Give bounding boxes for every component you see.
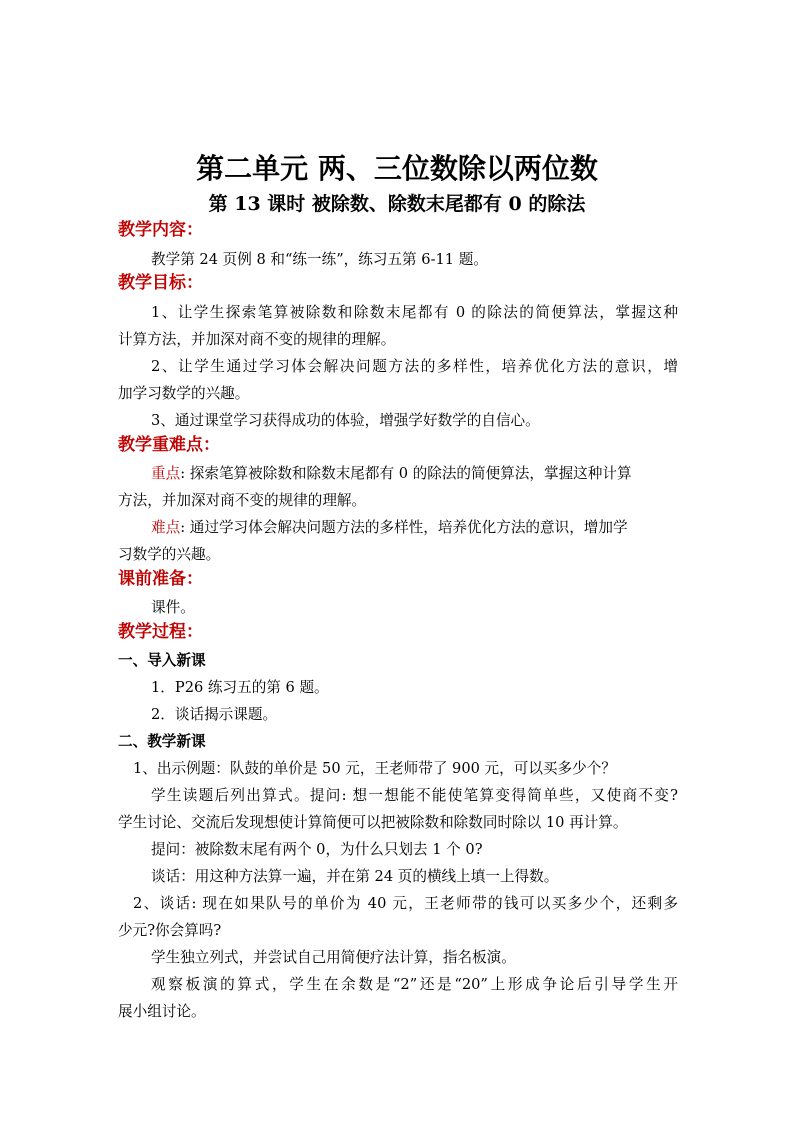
goal-1-line-1: 1、让学生探索笔算被除数和除数末尾都有 0 的除法的简便算法，掌握这种: [151, 304, 678, 321]
section-heading-process: 教学过程：: [118, 622, 203, 642]
goal-1-line-2: 计算方法，并加深对商不变的规律的理解。: [118, 331, 396, 348]
content-text: 教学第 24 页例 8 和“练一练”，练习五第 6-11 题。: [151, 251, 488, 268]
section-heading-keypoints: 教学重难点：: [118, 435, 220, 455]
part-2-para-6: 学生独立列式，并尝试自己用简便疗法计算，指名板演。: [151, 949, 516, 966]
difficulty-label: 难点: [151, 519, 181, 536]
part-2-question: 提问：被除数末尾有两个 0，为什么只划去 1 个 0?: [151, 841, 483, 858]
goal-2-line-2: 加学习数学的兴趣。: [118, 385, 250, 402]
key-point-line-2: 方法，并加深对商不变的规律的理解。: [118, 492, 367, 509]
difficulty-line-1: [151, 518, 678, 538]
goal-2-line-1: 2、让学生通过学习体会解决问题方法的多样性，培养优化方法的意识，增: [151, 358, 678, 375]
part-2-para-5-line-2: 少元?你会算吗?: [118, 922, 222, 939]
part-1-item-1: 1．P26 练习五的第 6 题。: [151, 679, 329, 696]
lesson-subtitle: 第 13 课时 被除数、除数末尾都有 0 的除法: [208, 193, 586, 215]
prep-text: 课件。: [151, 599, 195, 616]
part-1-item-2: 2．谈话揭示课题。: [151, 706, 278, 723]
part-2-example: 1、出示例题：队鼓的单价是 50 元，王老师带了 900 元，可以买多少个？: [133, 760, 616, 777]
part-2-para-2-line-1: 学生读题后列出算式。提问: 想一想能不能使笔算变得简单些，又使商不变?: [151, 787, 678, 804]
part-2-talk: 谈话：用这种方法算一遍，并在第 24 页的横线上填一上得数。: [151, 868, 559, 885]
part-2-heading: 二、教学新课: [118, 733, 206, 750]
section-heading-content: 教学内容：: [118, 220, 203, 240]
part-1-heading: 一、导入新课: [118, 652, 206, 669]
page-title: 第二单元 两、三位数除以两位数: [196, 152, 598, 185]
key-point-text: : 探索笔算被除数和除数末尾都有 0 的除法的简便算法，掌握这种计算: [180, 465, 632, 482]
part-2-para-2-line-2: 学生讨论、交流后发现想使计算简便可以把被除数和除数同时除以 10 再计算。: [118, 814, 628, 831]
difficulty-text: : 通过学习体会解决问题方法的多样性，培养优化方法的意识，增加学: [180, 519, 628, 536]
difficulty-line-2: 习数学的兴趣。: [118, 546, 221, 563]
section-heading-prep: 课前准备：: [118, 569, 203, 589]
key-point-label: 重点: [151, 465, 181, 482]
part-2-para-7-line-2: 展小组讨论。: [118, 1003, 206, 1020]
part-2-para-7-line-1: 观察板演的算式，学生在余数是“2”还是“20”上形成争论后引导学生开: [151, 976, 678, 993]
part-2-para-5-line-1: 2、谈话: 现在如果队号的单价为 40 元，王老师带的钱可以买多少个，还剩多: [133, 895, 678, 912]
key-point-line-1: [151, 464, 678, 484]
goal-3: 3、通过课堂学习获得成功的体验，增强学好数学的自信心。: [151, 412, 540, 429]
section-heading-goals: 教学目标：: [118, 273, 203, 293]
